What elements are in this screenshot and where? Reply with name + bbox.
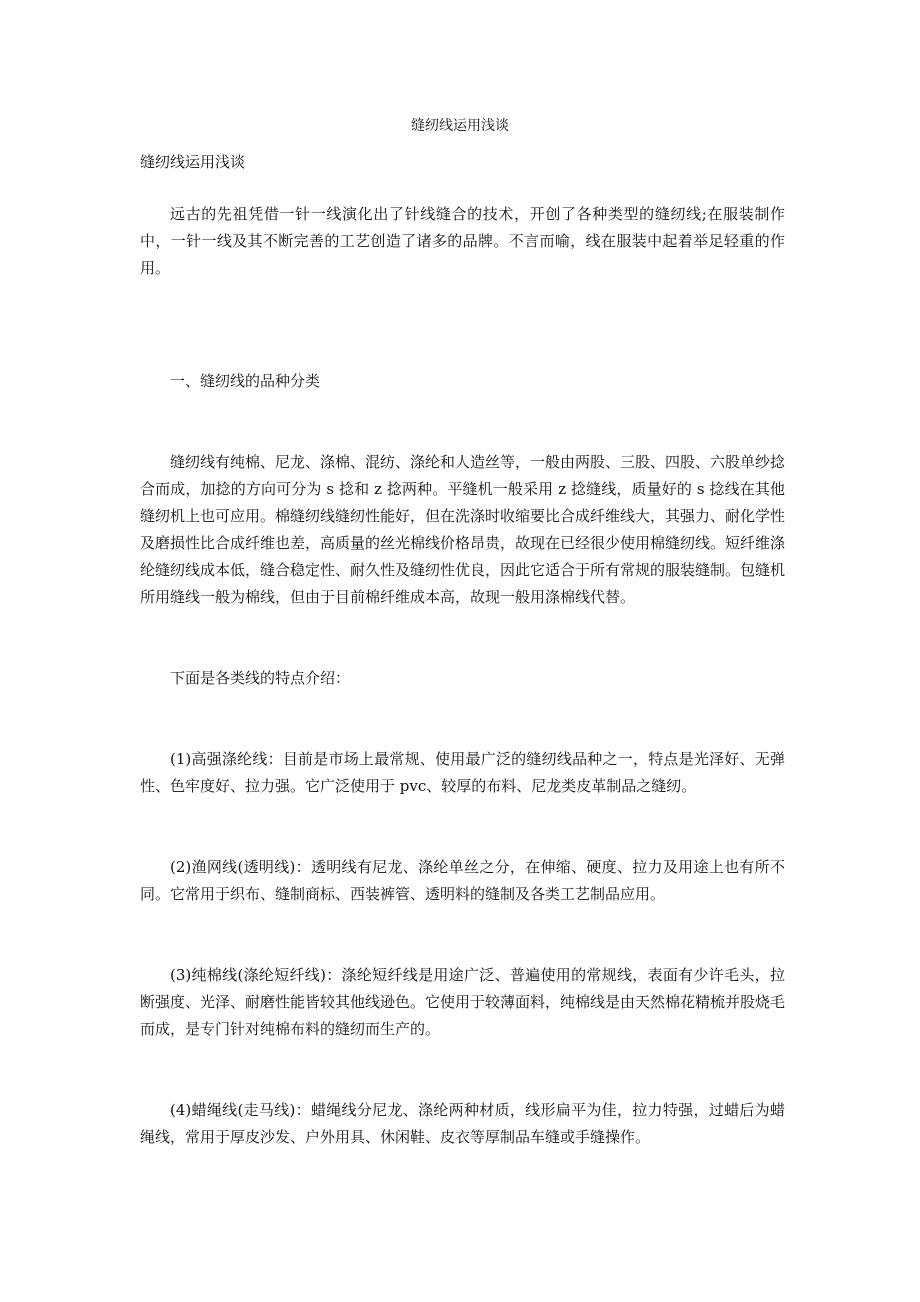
spacer	[140, 611, 785, 665]
spacer	[140, 800, 785, 854]
thread-type-item: (1)高强涤纶线：目前是市场上最常规、使用最广泛的缝纫线品种之一，特点是光泽好、无弹性、色牢度好、拉力强。它广泛使用于 pvc、较厚的布料、尼龙类皮革制品之缝纫。	[140, 750, 785, 795]
spacer	[140, 1043, 785, 1097]
intro-paragraph: 远古的先祖凭借一针一线演化出了针线缝合的技术，开创了各种类型的缝纫线;在服装制作中，一针一线及其不断完善的工艺创造了诸多的品牌。不言而喻，线在服装中起着举足轻重的作用。	[140, 205, 785, 277]
thread-type-item: (4)蜡绳线(走马线)：蜡绳线分尼龙、涤纶两种材质，线形扁平为佳，拉力特强，过蜡后为蜡绳线，常用于厚皮沙发、户外用具、休闲鞋、皮衣等厚制品车缝或手缝操作。	[140, 1101, 785, 1146]
spacer	[140, 395, 785, 449]
spacer	[140, 908, 785, 962]
thread-type-item: (3)纯棉线(涤纶短纤线)：涤纶短纤线是用途广泛、普遍使用的常规线，表面有少许毛头，拉断强度、光泽、耐磨性能皆较其他线逊色。它使用于较薄面料，纯棉线是由天然棉花精梳并股烧毛而成，是专门针对纯棉布料的缝纫而生产的。	[140, 966, 786, 1038]
page-title: 缝纫线运用浅谈	[411, 118, 509, 134]
document-body	[140, 149, 785, 1151]
spacer	[140, 282, 785, 368]
document-subtitle: 缝纫线运用浅谈	[140, 153, 246, 171]
spacer	[140, 692, 785, 746]
section-body-paragraph: 缝纫线有纯棉、尼龙、涤棉、混纺、涤纶和人造丝等，一般由两股、三股、四股、六股单纱捻合而成，加捻的方向可分为 s 捻和 z 捻两种。平缝机一般采用 z 捻缝线，质量好的 s 捻线在其他缝纫机上也可应用。棉缝纫线缝纫性能好，但在洗涤时收缩要比合成纤维线大，其强力、耐化学性及磨损性比合成纤维也差，高质量的丝光棉线价格昂贵，故现在已经很少使用棉缝纫线。短纤维涤纶缝纫线成本低，缝合稳定性、耐久性及缝纫性优良，因此它适合于所有常规的服装缝制。包缝机所用缝线一般为棉线，但由于目前棉纤维成本高，故现一般用涤棉线代替。	[140, 453, 786, 606]
types-intro-paragraph: 下面是各类线的特点介绍：	[170, 669, 351, 687]
section-heading: 一、缝纫线的品种分类	[170, 372, 321, 390]
thread-type-item: (2)渔网线(透明线)：透明线有尼龙、涤纶单丝之分，在伸缩、硬度、拉力及用途上也有所不同。它常用于织布、缝制商标、西装裤管、透明料的缝制及各类工艺制品应用。	[140, 858, 785, 903]
